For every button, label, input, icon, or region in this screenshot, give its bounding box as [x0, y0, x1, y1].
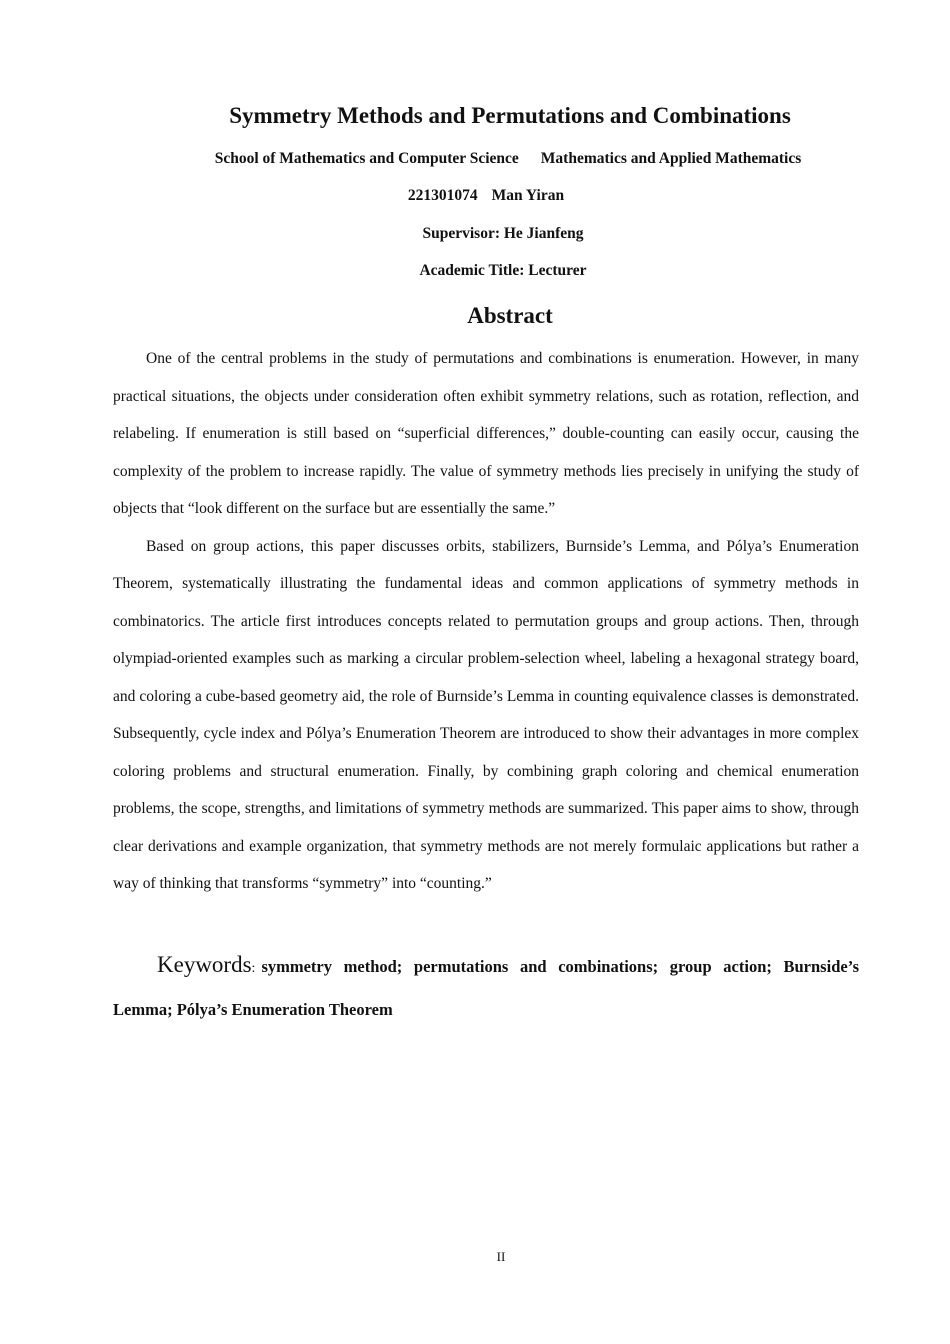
abstract-heading: Abstract	[467, 303, 553, 328]
abstract-body	[113, 340, 859, 903]
school-name: School of Mathematics and Computer Science	[214, 150, 519, 167]
abstract-paragraph: Based on group actions, this paper discusses orbits, stabilizers, Burnside’s Lemma, and Pólya’s Enumeration Theorem, systematically illustrating the fundamental ideas and common applications of symmetry methods in combinatorics. The article first introduces concepts related to permutation groups and group actions. Then, through olympiad-oriented examples such as marking a circular problem-selection wheel, labeling a hexagonal strategy board, and coloring a cube-based geometry aid, the role of Burnside’s Lemma in counting equivalence classes is demonstrated. Subsequently, cycle index and Pólya’s Enumeration Theorem are introduced to show their advantages in more complex coloring problems and structural enumeration. Finally, by combining graph coloring and chemical enumeration problems, the scope, strengths, and limitations of symmetry methods are summarized. This paper aims to show, through clear derivations and example organization, that symmetry methods are not merely formulaic applications but rather a way of thinking that transforms “symmetry” into “counting.”	[113, 537, 859, 892]
keywords-text: symmetry method; permutations and combinations; group action; Burnside’s Lemma; Pólya’s Enumeration Theorem	[113, 957, 859, 1019]
keywords-colon: :	[251, 961, 256, 976]
student-line	[0, 185, 950, 207]
abstract-paragraph: One of the central problems in the study of permutations and combinations is enumeration. However, in many practical situations, the objects under consideration often exhibit symmetry relations, such as rotation, reflection, and relabeling. If enumeration is still based on “superficial differences,” double-counting can easily occur, causing the complexity of the problem to increase rapidly. The value of symmetry methods lies precisely in unifying the study of objects that “look different on the surface but are essentially the same.”	[113, 350, 859, 517]
student-id: 221301074	[407, 187, 478, 204]
keywords-label: Keywords	[157, 952, 252, 977]
academic-title-line: Academic Title: Lecturer	[419, 262, 587, 279]
page-number: II	[496, 1249, 506, 1264]
paper-title: Symmetry Methods and Permutations and Combinations	[229, 103, 791, 128]
supervisor-line: Supervisor: He Jianfeng	[422, 225, 584, 242]
affiliation-line	[0, 148, 950, 170]
major-name: Mathematics and Applied Mathematics	[540, 150, 802, 167]
student-name: Man Yiran	[491, 187, 565, 204]
keywords-section	[113, 944, 859, 1030]
